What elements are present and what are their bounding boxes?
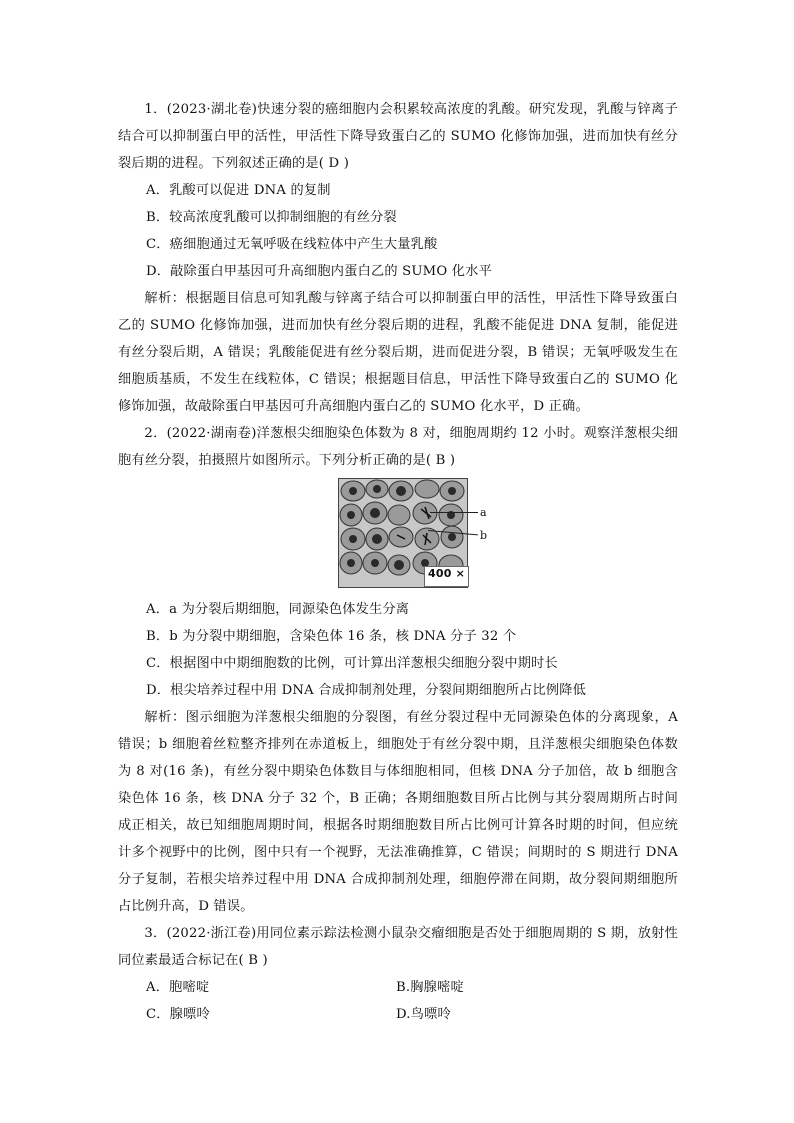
question-3-option-c: C．腺嘌呤 <box>146 1007 210 1022</box>
label-b: b <box>480 529 488 542</box>
question-2-option-c: C．根据图中中期细胞数的比例，可计算出洋葱根尖细胞分裂中期时长 <box>146 656 558 671</box>
micrograph-figure <box>338 478 518 590</box>
label-a-pointer <box>430 512 478 513</box>
question-3-option-d: D.鸟嘌呤 <box>396 1007 451 1022</box>
magnification-label: 400 × <box>424 566 469 587</box>
question-2-analysis: 解析：图示细胞为洋葱根尖细胞的分裂图，有丝分裂过程中无同源染色体的分离现象，A 错误；b 细胞着丝粒整齐排列在赤道板上，细胞处于有丝分裂中期，且洋葱根尖细胞染色体数为 8 对(16 条)，有丝分裂中期染色体数目与体细胞相同，但核 DNA 分子加倍，故 b 细胞含染色体 16 条，核 DNA 分子 32 个，B 正确；各期细胞数目所占比例与其分裂周期所占时间成正相关，故已知细胞周期时间，根据各时期细胞数目所占比例可计算各时期的时间，但应统计多个视野中的比例，图中只有一个视野，无法准确推算，C 错误；间期时的 S 期进行 DNA 分子复制，若根尖培养过程中用 DNA 合成抑制剂处理，细胞停滞在间期，故分裂间期细胞所占比例升高，D 错误。 <box>118 710 678 914</box>
question-1-option-b: B．较高浓度乳酸可以抑制细胞的有丝分裂 <box>146 210 397 225</box>
question-2-option-b: B．b 为分裂中期细胞，含染色体 16 条，核 DNA 分子 32 个 <box>146 629 517 644</box>
question-3-stem: 3．(2022·浙江卷)用同位素示踪法检测小鼠杂交瘤细胞是否处于细胞周期的 S 期，放射性同位素最适合标记在( B ) <box>118 926 678 968</box>
question-1-analysis: 解析：根据题目信息可知乳酸与锌离子结合可以抑制蛋白甲的活性，甲活性下降导致蛋白乙的 SUMO 化修饰加强，进而加快有丝分裂后期的进程，乳酸不能促进 DNA 复制，能促进有丝分裂后期，A 错误；乳酸能促进有丝分裂后期，进而促进分裂，B 错误；无氧呼吸发生在细胞质基质，不发生在线粒体，C 错误；根据题目信息，甲活性下降导致蛋白乙的 SUMO 化修饰加强，故敲除蛋白甲基因可升高细胞内蛋白乙的 SUMO 化水平，D 正确。 <box>118 291 678 414</box>
question-3-options-row-2 <box>118 1001 678 1028</box>
question-1-stem: 1．(2023·湖北卷)快速分裂的癌细胞内会积累较高浓度的乳酸。研究发现，乳酸与锌离子结合可以抑制蛋白甲的活性，甲活性下降导致蛋白乙的 SUMO 化修饰加强，进而加快有丝分裂后期的进程。下列叙述正确的是( D ) <box>118 102 678 171</box>
question-2-option-d: D．根尖培养过程中用 DNA 合成抑制剂处理，分裂间期细胞所占比例降低 <box>146 683 587 698</box>
document-page <box>118 96 678 1028</box>
question-3-options-row-1 <box>118 974 678 1001</box>
question-1-option-d: D．敲除蛋白甲基因可升高细胞内蛋白乙的 SUMO 化水平 <box>146 264 492 279</box>
label-a: a <box>480 506 487 519</box>
question-1-option-c: C．癌细胞通过无氧呼吸在线粒体中产生大量乳酸 <box>146 237 438 252</box>
question-2-option-a: A．a 为分裂后期细胞，同源染色体发生分离 <box>146 602 410 617</box>
question-2-stem: 2．(2022·湖南卷)洋葱根尖细胞染色体数为 8 对，细胞周期约 12 小时。观察洋葱根尖细胞有丝分裂，拍摄照片如图所示。下列分析正确的是( B ) <box>118 426 678 468</box>
question-1-option-a: A．乳酸可以促进 DNA 的复制 <box>146 183 331 198</box>
question-3-option-a: A．胞嘧啶 <box>146 980 210 995</box>
question-3-option-b: B.胸腺嘧啶 <box>396 980 464 995</box>
